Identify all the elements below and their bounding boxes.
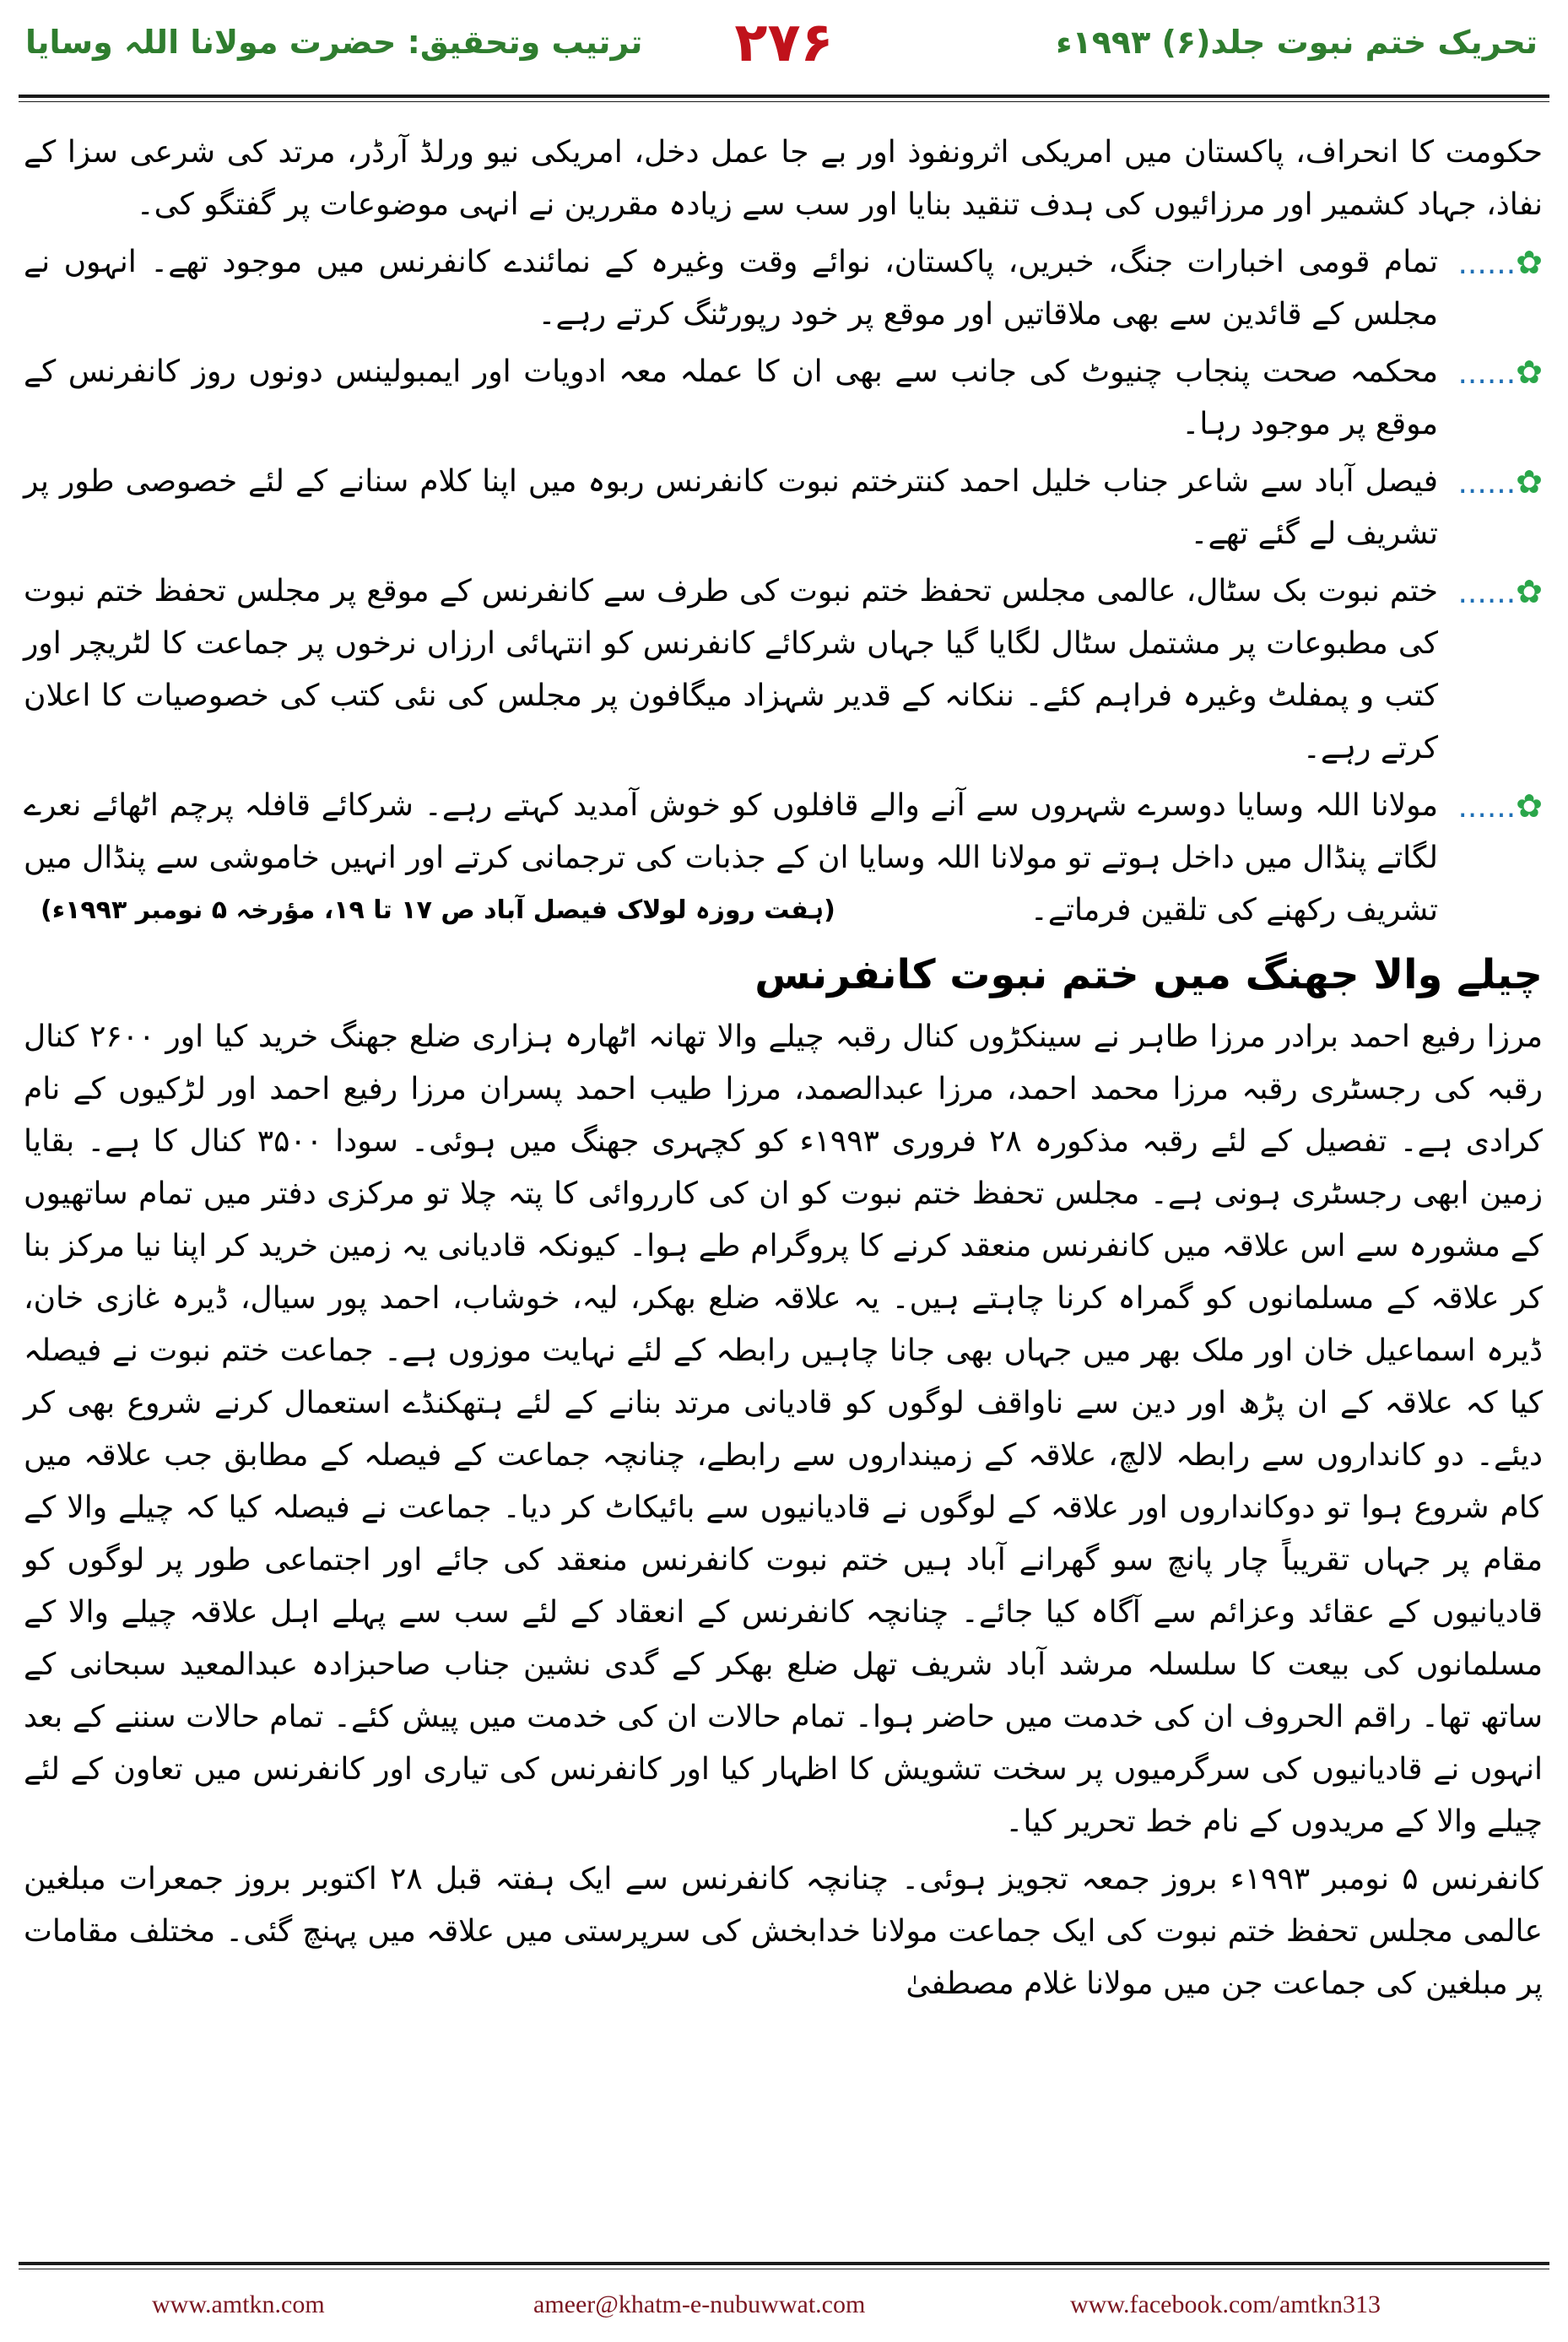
header-rule-thin [19, 101, 1549, 102]
bullet-text: فیصل آباد سے شاعر جناب خلیل احمد کنترختم نبوت کانفرنس ربوہ میں اپنا کلام سنانے کے لئے خصوصی طور پر تشریف لے گئے تھے۔ [24, 464, 1438, 551]
bullet-item [24, 346, 1543, 451]
bullet-marker: ......✿ [1457, 787, 1543, 825]
article-body [24, 127, 1543, 2015]
footer-facebook-link[interactable]: www.facebook.com/amtkn313 [1070, 2291, 1381, 2318]
header-compiler: ترتیب وتحقیق: حضرت مولانا اللہ وسایا [25, 24, 643, 61]
bullet-marker: ......✿ [1457, 573, 1543, 610]
bullet-marker: ......✿ [1457, 354, 1543, 391]
footer-website-link[interactable]: www.amtkn.com [152, 2291, 325, 2318]
bullet-text: ختم نبوت بک سٹال، عالمی مجلس تحفظ ختم نبوت کی طرف سے کانفرنس کے موقع پر مجلس تحفظ ختم نبوت کی مطبوعات پر مشتمل سٹال لگایا گیا جہاں شرکائے کانفرنس کو انتہائی ارزاں نرخوں پر جماعت کا لٹریچر اور کتب و پمفلٹ وغیرہ فراہم کئے۔ ننکانہ کے قدیر شہزاد میگافون پر مجلس کی نئی کتب کی خصوصیات کا اعلان کرتے رہے۔ [24, 574, 1438, 765]
bullet-text: محکمہ صحت پنجاب چنیوٹ کی جانب سے بھی ان کا عملہ معہ ادویات اور ایمبولینس دونوں روز کانفرنس کے موقع پر موجود رہا۔ [24, 354, 1438, 441]
bullet-text: تمام قومی اخبارات جنگ، خبریں، پاکستان، نوائے وقت وغیرہ کے نمائندے کانفرنس میں موجود تھے۔ انہوں نے مجلس کے قائدین سے بھی ملاقاتیں اور موقع پر خود رپورٹنگ کرتے رہے۔ [24, 245, 1438, 332]
bullet-item [24, 236, 1543, 341]
source-citation: (ہفت روزہ لولاک فیصل آباد ص ۱۷ تا ۱۹، مؤرخہ ۵ نومبر ۱۹۹۳ء) [41, 895, 835, 925]
bullet-marker: ......✿ [1457, 463, 1543, 500]
intro-paragraph: حکومت کا انحراف، پاکستان میں امریکی اثرونفوذ اور بے جا عمل دخل، امریکی نیو ورلڈ آرڈر، مرتد کی شرعی سزا کے نفاذ، جہاد کشمیر اور مرزائیوں کی ہدف تنقید بنایا اور سب سے زیادہ مقررین نے انہی موضوعات پر گفتگو کی۔ [24, 135, 1543, 222]
flower-bullet-icon: ✿ [1516, 787, 1543, 825]
footer-rule [19, 2262, 1549, 2265]
section-heading: چیلے والا جھنگ میں ختم نبوت کانفرنس [754, 951, 1543, 998]
bullet-text: مولانا اللہ وسایا دوسرے شہروں سے آنے والے قافلوں کو خوش آمدید کہتے رہے۔ شرکائے قافلہ پرچم اٹھائے نعرے لگاتے پنڈال میں داخل ہوتے تو مولانا اللہ وسایا ان کے جذبات کی ترجمانی کرتے اور انہیں خاموشی سے پنڈال میں تشریف رکھنے کی تلقین فرماتے۔ [24, 788, 1438, 928]
page-number: ۲۷۶ [734, 12, 834, 74]
flower-bullet-icon: ✿ [1516, 463, 1543, 500]
body-paragraph: کانفرنس ۵ نومبر ۱۹۹۳ء بروز جمعہ تجویز ہوئی۔ چنانچہ کانفرنس سے ایک ہفتہ قبل ۲۸ اکتوبر بروز جمعرات مبلغین عالمی مجلس تحفظ ختم نبوت کی ایک جماعت مولانا خدابخش کی سرپرستی میں علاقہ میں پہنچ گئی۔ مختلف مقامات پر مبلغین کی جماعت جن میں مولانا غلام مصطفیٰ [24, 1862, 1544, 2001]
bullet-item [24, 456, 1543, 560]
flower-bullet-icon: ✿ [1516, 354, 1543, 391]
header-book-title: تحریک ختم نبوت جلد(۶) ۱۹۹۳ء [1056, 24, 1538, 61]
body-paragraph: مرزا رفیع احمد برادر مرزا طاہر نے سینکڑوں کنال رقبہ چیلے والا تھانہ اٹھارہ ہزاری ضلع جھنگ خرید کیا اور ۲۶۰۰ کنال رقبہ کی رجسٹری رقبہ مرزا محمد احمد، مرزا عبدالصمد، مرزا طیب احمد پسران مرزا رفیع احمد اور لڑکیوں کے نام کرادی ہے۔ تفصیل کے لئے رقبہ مذکورہ ۲۸ فروری ۱۹۹۳ء کو کچہری جھنگ میں ہوئی۔ سودا ۳۵۰۰ کنال کا ہے۔ بقایا زمین ابھی رجسٹری ہونی ہے۔ مجلس تحفظ ختم نبوت کو ان کی کارروائی کا پتہ چلا تو مرکزی دفتر میں تمام ساتھیوں کے مشورہ سے اس علاقہ میں کانفرنس منعقد کرنے کا پروگرام طے ہوا۔ کیونکہ قادیانی یہ زمین خرید کر اپنا نیا مرکز بنا کر علاقہ کے مسلمانوں کو گمراہ کرنا چاہتے ہیں۔ یہ علاقہ ضلع بھکر، لیہ، خوشاب، احمد پور سیال، ڈیرہ غازی خان، ڈیرہ اسماعیل خان اور ملک بھر میں جہاں بھی جانا چاہیں رابطہ کے لئے نہایت موزوں ہے۔ جماعت ختم نبوت نے فیصلہ کیا کہ علاقہ کے ان پڑھ اور دین سے ناواقف لوگوں کو قادیانی مرتد بنانے کے لئے ہتھکنڈے استعمال کرنے شروع بھی کر دیئے۔ دو کانداروں سے رابطہ لالچ، علاقہ کے زمینداروں سے رابطے، چنانچہ جماعت کے فیصلہ کے مطابق جب علاقہ میں کام شروع ہوا تو دوکانداروں اور علاقہ کے لوگوں نے قادیانیوں سے بائیکاٹ کر دیا۔ جماعت نے فیصلہ کیا کہ چیلے والا کے مقام پر جہاں تقریباً چار پانچ سو گھرانے آباد ہیں ختم نبوت کانفرنس منعقد کی جائے اور اجتماعی طور پر لوگوں کو قادیانیوں کے عقائد وعزائم سے آگاہ کیا جائے۔ چنانچہ کانفرنس کے انعقاد کے لئے سب سے پہلے اہل علاقہ چیلے والا کے مسلمانوں کی بیعت کا سلسلہ مرشد آباد شریف تھل ضلع بھکر کے گدی نشین جناب صاحبزادہ عبدالمعید سبحانی کے ساتھ تھا۔ راقم الحروف ان کی خدمت میں حاضر ہوا۔ تمام حالات ان کی خدمت میں پیش کئے۔ تمام حالات سننے کے بعد انہوں نے قادیانیوں کی سرگرمیوں پر سخت تشویش کا اظہار کیا اور کانفرنس کی تیاری اور کانفرنس میں تعاون کے لئے چیلے والا کے مریدوں کے نام خط تحریر کیا۔ [24, 1020, 1544, 1839]
bullet-marker: ......✿ [1457, 244, 1543, 281]
bullet-item [24, 780, 1543, 937]
footer-email-link[interactable]: ameer@khatm-e-nubuwwat.com [533, 2291, 866, 2318]
header-rule [19, 95, 1549, 98]
bullet-item [24, 565, 1543, 775]
flower-bullet-icon: ✿ [1516, 244, 1543, 281]
flower-bullet-icon: ✿ [1516, 573, 1543, 610]
